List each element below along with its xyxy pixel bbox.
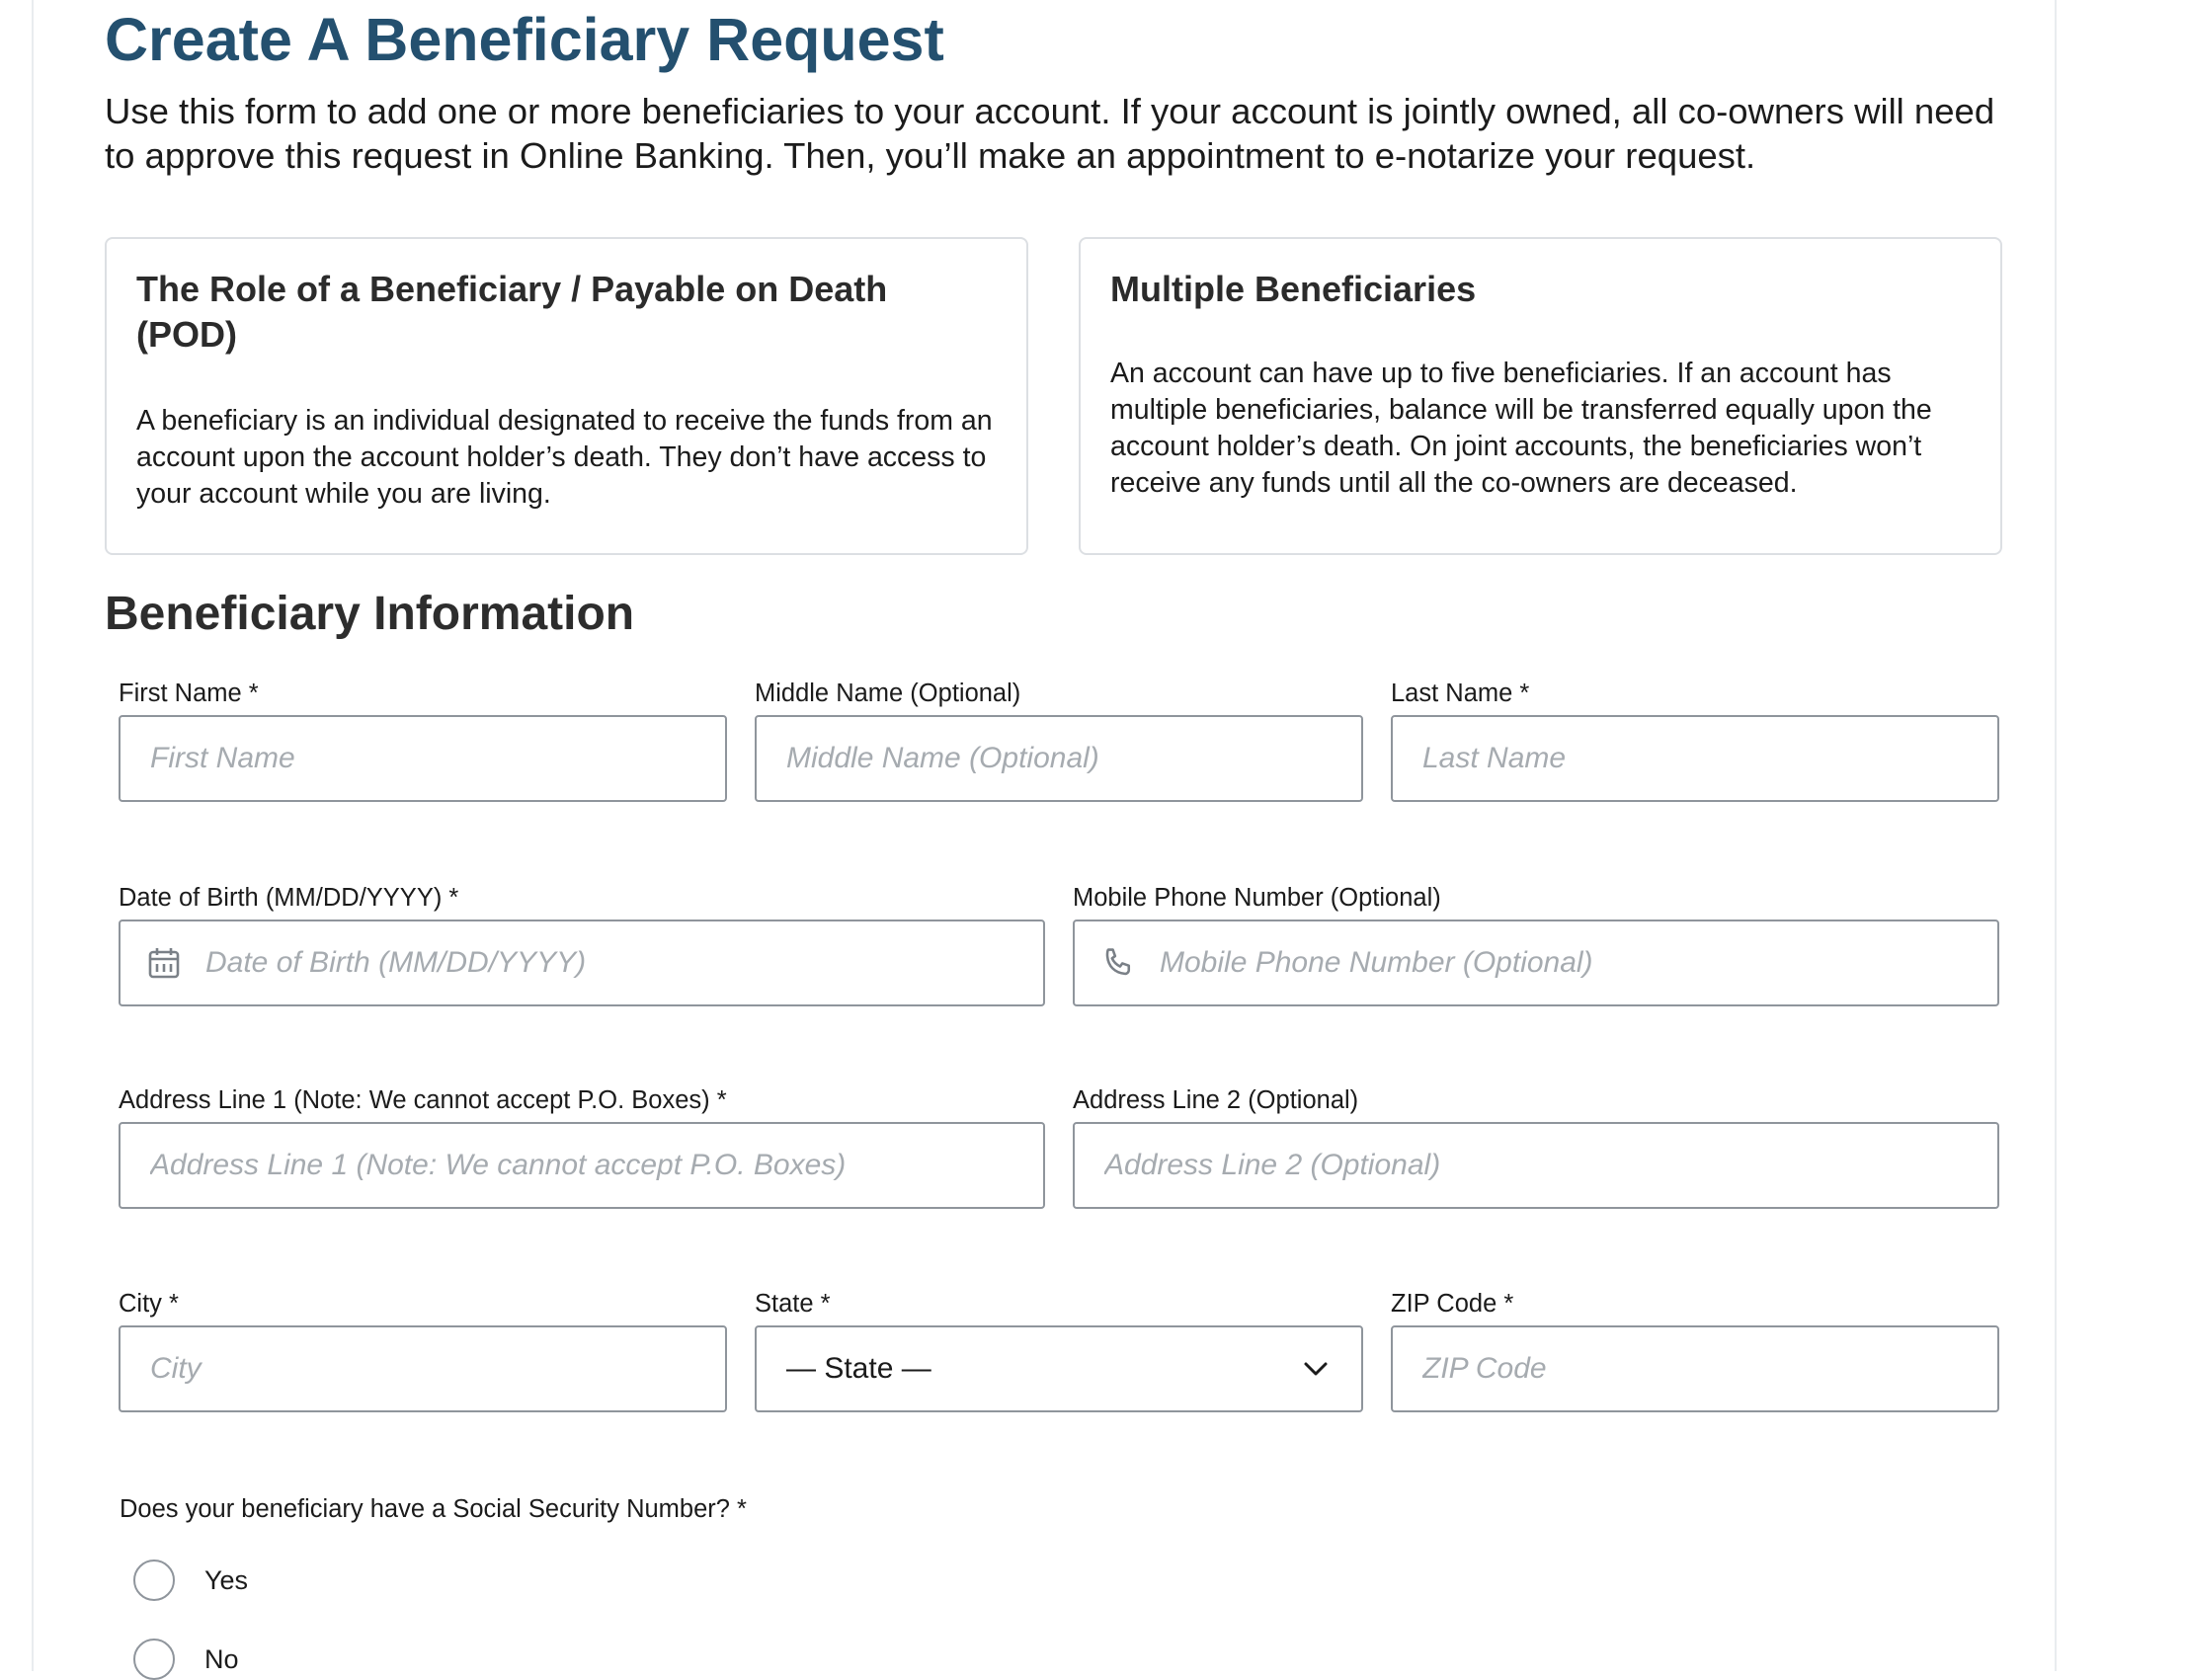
card-title: Multiple Beneficiaries [1110, 269, 1477, 309]
zip-field [1391, 1288, 1999, 1416]
radio-label-no: No [204, 1643, 239, 1674]
first-name-label: First Name * [119, 680, 259, 707]
address-line1-input-box [119, 1122, 1045, 1209]
address-line1-field [119, 1084, 1045, 1213]
last-name-input[interactable] [1422, 742, 1968, 775]
radio-label-yes: Yes [204, 1564, 249, 1595]
middle-name-label: Middle Name (Optional) [755, 680, 1021, 707]
card-body: A beneficiary is an individual designated to receive the funds from an account upon the account holder’s death. They don’t have access to your account while you are living. [136, 405, 993, 510]
state-select[interactable] [755, 1325, 1363, 1412]
dob-label: Date of Birth (MM/DD/YYYY) * [119, 884, 459, 912]
ssn-yes-option[interactable] [133, 1560, 248, 1601]
address-line2-field [1073, 1084, 1999, 1213]
first-name-input-box [119, 715, 727, 802]
state-label: State * [755, 1290, 831, 1318]
state-selected-value: — State — [786, 1352, 931, 1385]
address-line1-label: Address Line 1 (Note: We cannot accept P.O. Boxes) * [119, 1086, 727, 1114]
radio-button[interactable] [133, 1560, 175, 1601]
address-line1-input[interactable] [150, 1149, 1013, 1182]
zip-input[interactable] [1422, 1352, 1968, 1386]
last-name-field [1391, 678, 1999, 806]
phone-input[interactable] [1160, 946, 1968, 980]
city-field [119, 1288, 727, 1416]
radio-button[interactable] [133, 1639, 175, 1680]
zip-input-box [1391, 1325, 1999, 1412]
multiple-beneficiaries-card [1079, 237, 2002, 555]
state-field [755, 1288, 1363, 1416]
first-name-field [119, 678, 727, 806]
middle-name-field [755, 678, 1363, 806]
phone-icon [1100, 945, 1136, 981]
intro-text: Use this form to add one or more beneficiaries to your account. If your account is jointly owned, all co-owners will need to approve this request in Online Banking. Then, you’ll make an appointment to e-notarize your request. [105, 91, 1995, 176]
beneficiary-role-card [105, 237, 1028, 555]
phone-field [1073, 882, 1999, 1010]
middle-name-input-box [755, 715, 1363, 802]
page-title: Create A Beneficiary Request [105, 6, 944, 73]
address-line2-label: Address Line 2 (Optional) [1073, 1086, 1359, 1114]
dob-input[interactable] [205, 946, 1013, 980]
address-line2-input-box [1073, 1122, 1999, 1209]
ssn-no-option[interactable] [133, 1639, 239, 1680]
card-body: An account can have up to five beneficiaries. If an account has multiple beneficiaries, balance will be transferred equally upon the account holder’s death. On joint accounts, the beneficiaries won’t receive any funds until all the co-owners are deceased. [1110, 358, 1932, 499]
last-name-input-box [1391, 715, 1999, 802]
dob-input-box [119, 920, 1045, 1006]
city-input[interactable] [150, 1352, 695, 1386]
section-title: Beneficiary Information [105, 588, 635, 640]
city-input-box [119, 1325, 727, 1412]
chevron-down-icon [1300, 1353, 1332, 1385]
phone-input-box [1073, 920, 1999, 1006]
first-name-input[interactable] [150, 742, 695, 775]
city-label: City * [119, 1290, 179, 1318]
card-title: The Role of a Beneficiary / Payable on Death (POD) [136, 269, 888, 355]
last-name-label: Last Name * [1391, 680, 1530, 707]
address-line2-input[interactable] [1104, 1149, 1968, 1182]
dob-field [119, 882, 1045, 1010]
calendar-icon[interactable] [146, 945, 182, 981]
ssn-question-label: Does your beneficiary have a Social Security Number? * [120, 1495, 747, 1523]
middle-name-input[interactable] [786, 742, 1332, 775]
phone-label: Mobile Phone Number (Optional) [1073, 884, 1441, 912]
zip-label: ZIP Code * [1391, 1290, 1514, 1318]
